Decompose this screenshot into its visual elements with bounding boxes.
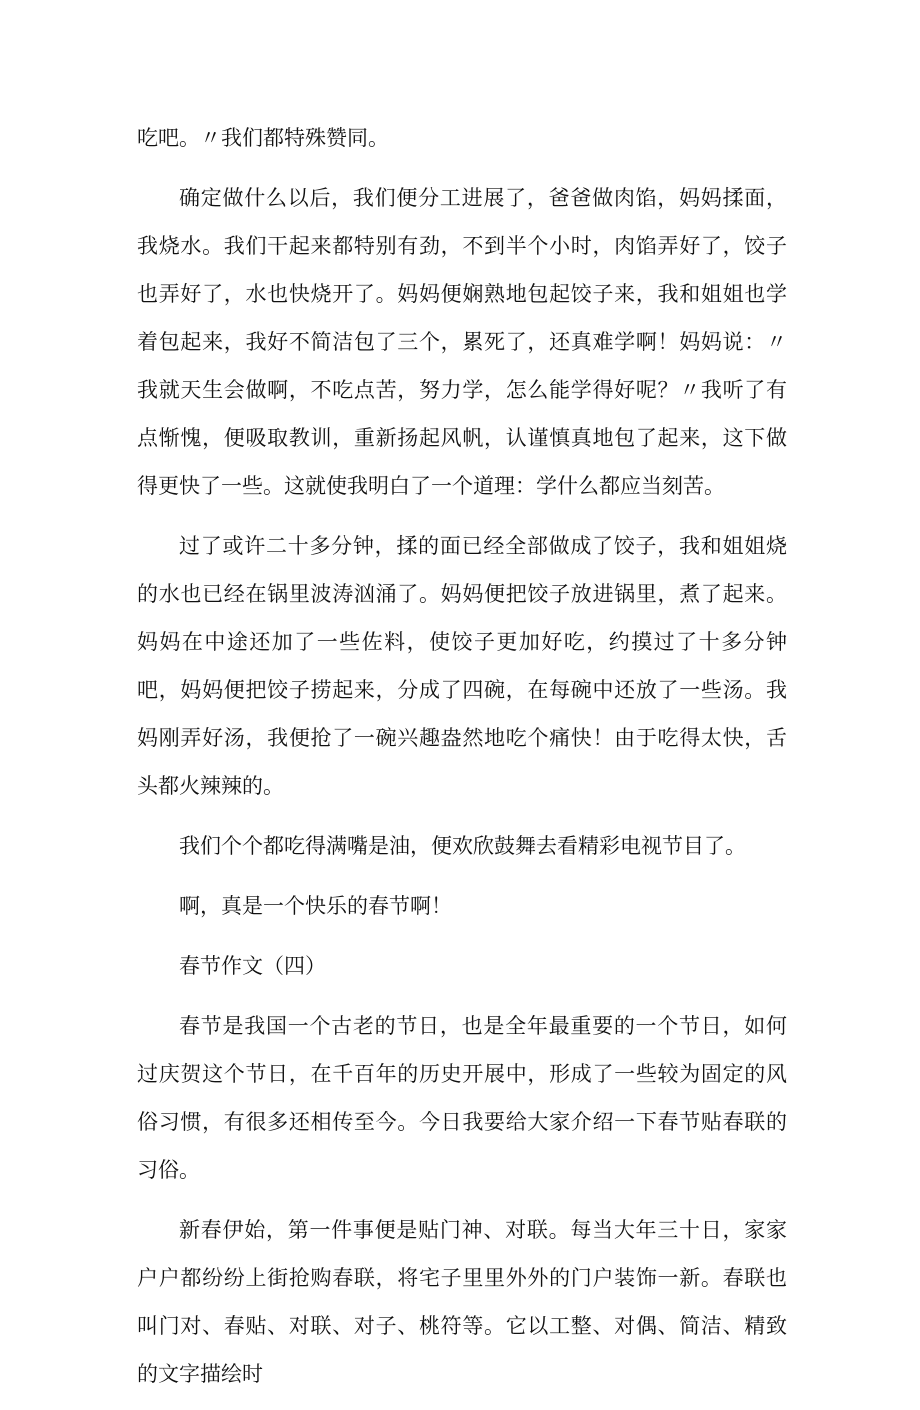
essay-body [137, 114, 787, 1410]
paragraph-dumpling-making: 确定做什么以后，我们便分工进展了，爸爸做肉馅，妈妈揉面，我烧水。我们干起来都特别有劲，不到半个小时，肉馅弄好了，饺子也弄好了，水也快烧开了。妈妈便娴熟地包起饺子来，我和姐姐也学着包起来，我好不简洁包了三个，累死了，还真难学啊！妈妈说：〃我就天生会做啊，不吃点苦，努力学，怎么能学得好呢？〃我听了有点惭愧，便吸取教训，重新扬起风帆，认谨慎真地包了起来，这下做得更快了一些。这就使我明白了一个道理：学什么都应当刻苦。 [137, 186, 787, 498]
paragraph-spring-festival-intro: 春节是我国一个古老的节日，也是全年最重要的一个节日，如何过庆贺这个节日，在千百年的历史开展中，形成了一些较为固定的风俗习惯，有很多还相传至今。今日我要给大家介绍一下春节贴春联的习俗。 [137, 1014, 787, 1182]
paragraph-happy-new-year: 啊，真是一个快乐的春节啊！ [179, 894, 452, 918]
paragraph-couplets: 新春伊始，第一件事便是贴门神、对联。每当大年三十日，家家户户都纷纷上街抢购春联，将宅子里里外外的门户装饰一新。春联也叫门对、春贴、对联、对子、桃符等。它以工整、对偶、简洁、精致的文字描绘时 [137, 1218, 787, 1386]
paragraph-tv: 我们个个都吃得满嘴是油，便欢欣鼓舞去看精彩电视节目了。 [179, 834, 746, 858]
paragraph-cooking: 过了或许二十多分钟，揉的面已经全部做成了饺子，我和姐姐烧的水也已经在锅里波涛汹涌了。妈妈便把饺子放进锅里，煮了起来。妈妈在中途还加了一些佐料，使饺子更加好吃，约摸过了十多分钟吧，妈妈便把饺子捞起来，分成了四碗，在每碗中还放了一些汤。我妈刚弄好汤，我便抢了一碗兴趣盎然地吃个痛快！由于吃得太快，舌头都火辣辣的。 [137, 534, 787, 798]
section-heading: 春节作文（四） [179, 954, 326, 978]
paragraph-continuation: 吃吧。〃我们都特殊赞同。 [137, 126, 389, 150]
